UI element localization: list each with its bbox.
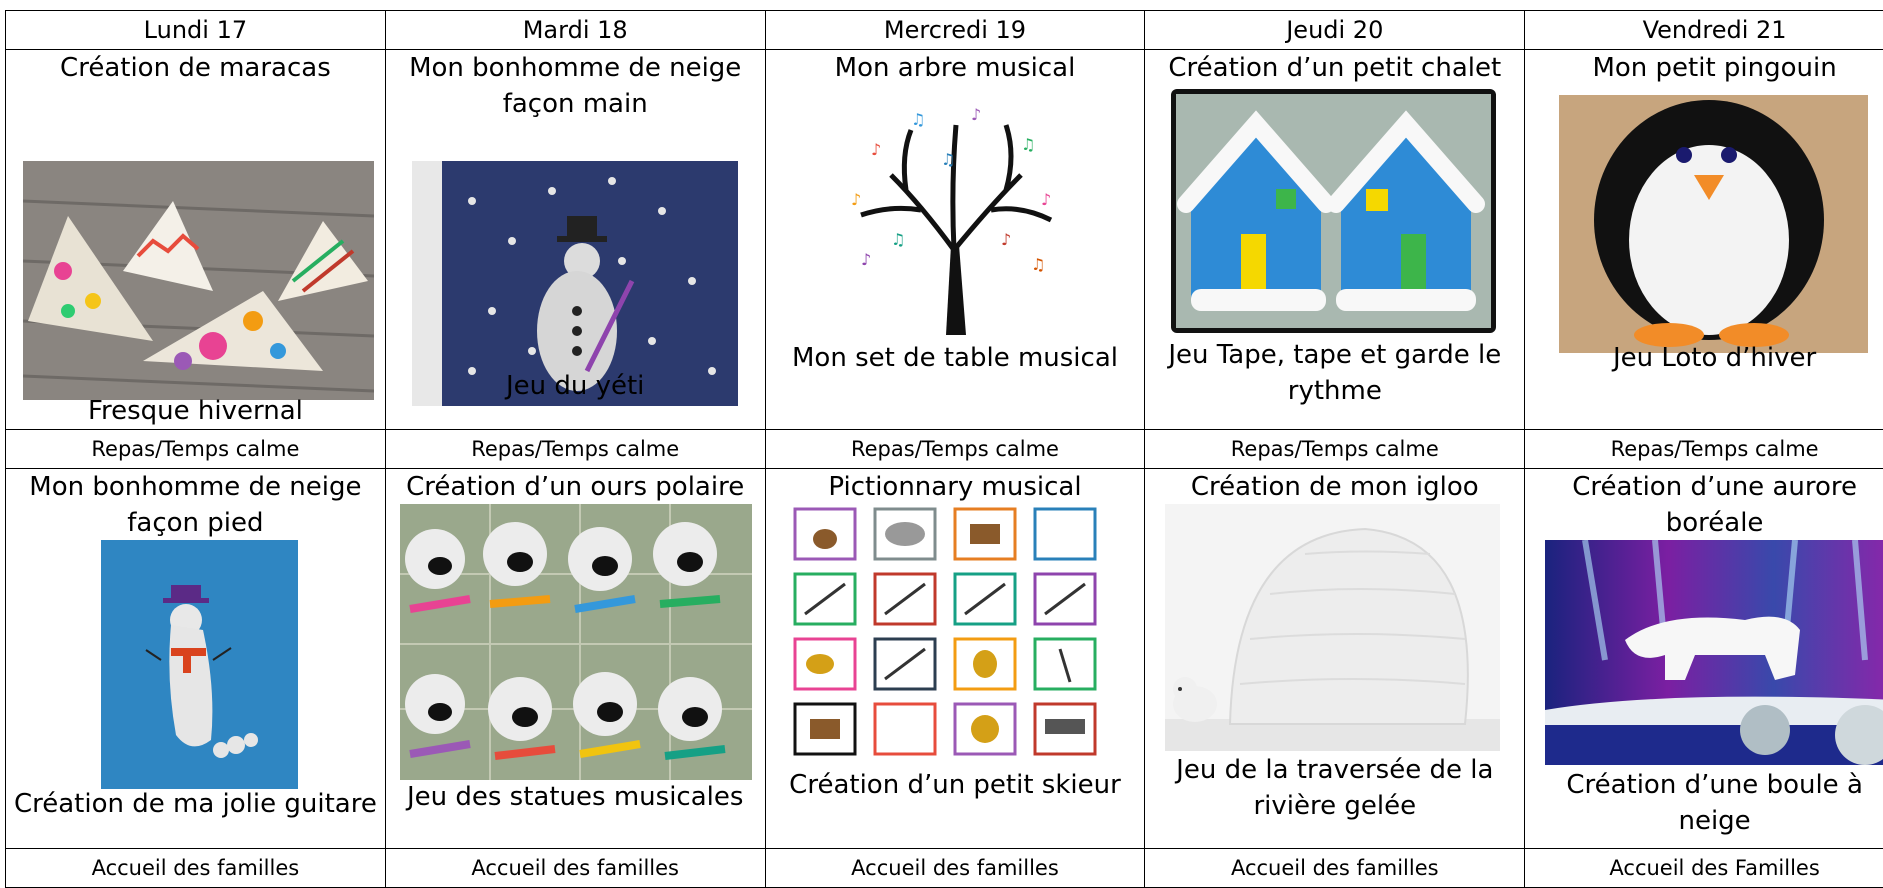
activity-cell [1525,469,1883,849]
days-header-row [6,11,1883,50]
maracas-photo [23,161,374,400]
welcome-cell: Accueil des familles [385,849,765,888]
svg-text:♪: ♪ [861,250,871,269]
lunch-cell: Repas/Temps calme [385,430,765,469]
activity-title: Création de mon igloo [1149,469,1520,505]
game-title: Création de ma jolie guitare [10,786,381,822]
game-title: Jeu de la traversée de la rivière gelée [1149,752,1520,824]
activity-cell [1525,50,1883,430]
activity-title: Pictionnary musical [770,469,1141,505]
svg-text:♫: ♫ [911,110,925,129]
welcome-cell: Accueil des familles [6,849,386,888]
lunch-cell: Repas/Temps calme [6,430,386,469]
day-header: Jeudi 20 [1145,11,1525,50]
welcome-cell: Accueil des familles [1145,849,1525,888]
game-title: Jeu Tape, tape et garde le rythme [1149,337,1520,409]
svg-text:♪: ♪ [1001,230,1011,249]
activity-title: Création d’un ours polaire [390,469,761,505]
activity-title: Création d’un petit chalet [1149,50,1520,86]
polar-bears-photo [400,504,752,780]
day-header: Vendredi 21 [1525,11,1883,50]
activity-cell [385,50,765,430]
activity-cell [1145,50,1525,430]
svg-text:♫: ♫ [1021,135,1035,154]
cotton-penguin-photo [1559,95,1868,353]
svg-text:♪: ♪ [851,190,861,209]
game-title: Jeu des statues musicales [390,779,761,815]
activity-title: Création de maracas [10,50,381,86]
family-welcome-row [6,849,1883,888]
welcome-cell: Accueil des Familles [1525,849,1883,888]
svg-text:♪: ♪ [871,140,881,159]
welcome-cell: Accueil des familles [765,849,1145,888]
activity-title: Mon bonhomme de neige façon pied [10,469,381,541]
cotton-chalet-photo [1171,89,1496,333]
svg-text:♫: ♫ [1031,255,1045,274]
activity-cell [765,50,1145,430]
svg-text:♪: ♪ [1041,190,1051,209]
weekly-planning-table [5,10,1883,888]
musical-tree-image [831,95,1076,339]
cotton-igloo-photo [1165,504,1500,751]
day-header: Lundi 17 [6,11,386,50]
activity-cell [1145,469,1525,849]
morning-activities-row [6,50,1883,430]
svg-text:♪: ♪ [971,105,981,124]
activity-cell [765,469,1145,849]
activity-cell [6,50,386,430]
lunch-cell: Repas/Temps calme [1145,430,1525,469]
footprint-snowman-photo [101,540,298,789]
afternoon-activities-row [6,469,1883,849]
svg-text:♫: ♫ [941,150,955,169]
lunch-row [6,430,1883,469]
game-title: Jeu du yéti [390,368,761,404]
day-header: Mardi 18 [385,11,765,50]
aurora-polar-bear-photo [1545,540,1883,765]
game-title: Création d’un petit skieur [770,767,1141,803]
instrument-pictionary-image [780,504,1130,769]
lunch-cell: Repas/Temps calme [1525,430,1883,469]
activity-title: Mon arbre musical [770,50,1141,86]
activity-title: Mon bonhomme de neige façon main [390,50,761,122]
svg-text:♫: ♫ [891,230,905,249]
activity-title: Création d’une aurore boréale [1529,469,1883,541]
day-header: Mercredi 19 [765,11,1145,50]
game-title: Fresque hivernal [10,393,381,429]
game-title: Création d’une boule à neige [1529,767,1883,839]
activity-cell [385,469,765,849]
game-title: Mon set de table musical [770,340,1141,376]
activity-title: Mon petit pingouin [1529,50,1883,86]
lunch-cell: Repas/Temps calme [765,430,1145,469]
activity-cell [6,469,386,849]
game-title: Jeu Loto d’hiver [1529,340,1883,376]
